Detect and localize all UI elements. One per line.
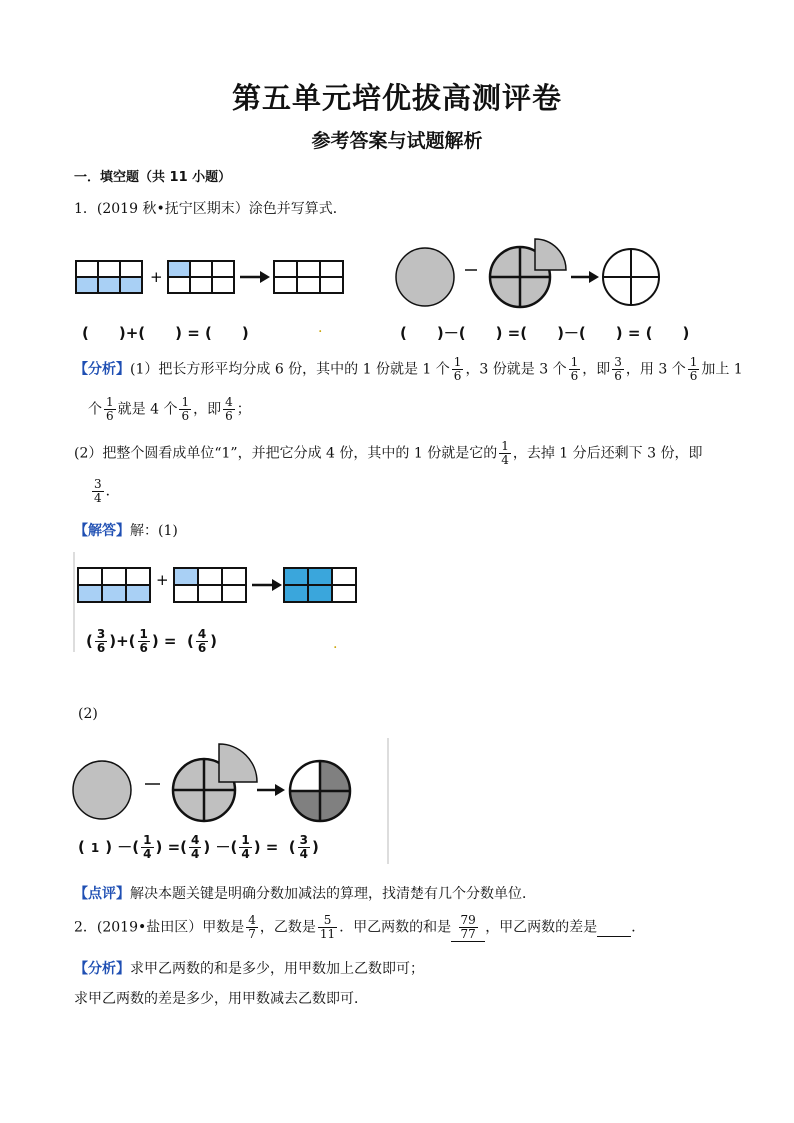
fraction: $\frac{4}{6}$	[225, 395, 233, 423]
sum-answer-blank	[451, 914, 485, 942]
plus-sign: +	[156, 571, 169, 589]
q1-rect-equation: ( )+( ) = ( )	[82, 324, 249, 342]
rect-shaded-four-sixths	[284, 568, 356, 602]
analysis-tag: 【分析】	[74, 961, 130, 977]
arrow-right-icon	[252, 579, 282, 591]
fraction: $\frac{3}{6}$	[96, 627, 106, 655]
answer-rect-equation: ( $\frac{3}{6}$ )+( $\frac{1}{6}$ ) = ( $\frac{4}{6}$ )	[86, 627, 218, 655]
fraction: $\frac{1}{6}$	[139, 627, 148, 655]
q2-analysis-line-1: 【分析】求甲乙两数的和是多少，用甲数加上乙数即可；	[74, 961, 424, 977]
rect-shaded-one-sixth	[174, 568, 246, 602]
fraction: $\frac{3}{6}$	[614, 355, 622, 383]
answer-circle-equation: ( 1 ) －( $\frac{1}{4}$ ) =( $\frac{4}{4}$ ) －( $\frac{1}{4}$ ) = ( $\frac{3}{4}$ )	[78, 833, 319, 861]
stray-dot: .	[318, 320, 323, 336]
whole-gray-circle	[73, 761, 131, 819]
fraction: $\frac{5}{11}$	[319, 913, 336, 941]
answer-part-2: (2)	[78, 706, 98, 722]
answer-rect-figure	[74, 560, 364, 606]
circle-one-quarter-removed	[490, 239, 566, 307]
fraction: $\frac{4}{4}$	[191, 833, 200, 861]
fraction: $\frac{1}{4}$	[501, 439, 509, 467]
rect-blank-result	[274, 261, 343, 293]
q1-stem: 1．(2019 秋•抚宁区期末）涂色并写算式．	[74, 201, 347, 217]
analysis-line-3: (2）把整个圆看成单位“1”，并把它分成 4 份，其中的 1 份就是它的 $\frac{1}{4}$ ，去掉 1 分后还剩下 3 份，即	[74, 439, 703, 467]
circle-three-quarters-shaded	[290, 761, 350, 821]
rect-shaded-three-sixths	[78, 568, 150, 602]
stray-dot: .	[333, 636, 338, 652]
q1-circle-equation: ( )－( ) =( )－( ) = ( )	[400, 324, 690, 342]
fraction: $\frac{1}{4}$	[143, 833, 152, 861]
circle-blank-result	[603, 249, 659, 305]
arrow-right-icon	[257, 784, 285, 796]
analysis-line-1: 【分析】(1）把长方形平均分成 6 份，其中的 1 份就是 1 个 $\frac{1}{6}$ ，3 份就是 3 个 $\frac{1}{6}$ ，即 $\frac{3}{6}$ ，用 3 个 $\frac{1}{6}$ 加上 1	[74, 355, 743, 383]
fraction: $\frac{1}{6}$	[689, 355, 698, 383]
q1-circle-figure	[395, 230, 665, 310]
whole-gray-circle	[396, 248, 454, 306]
comment-tag: 【点评】	[74, 886, 130, 902]
answer-line: 【解答】解：(1)	[74, 523, 178, 539]
analysis-line-2: 个 $\frac{1}{6}$ 就是 4 个 $\frac{1}{6}$ ，即 $\frac{4}{6}$ ；	[88, 395, 251, 423]
page-subtitle: 参考答案与试题解析	[311, 130, 483, 152]
rect-shaded-three-sixths	[76, 261, 142, 293]
fraction: $\frac{4}{6}$	[197, 627, 207, 655]
arrow-right-icon	[240, 271, 270, 283]
q1-rect-figure	[74, 255, 354, 297]
fraction: $\frac{3}{4}$	[94, 477, 102, 505]
fraction: $\frac{1}{6}$	[106, 395, 114, 423]
analysis-line-4: $\frac{3}{4}$ ．	[94, 477, 120, 505]
q2-stem: 2．(2019•盐田区）甲数是 $\frac{4}{7}$ ，乙数是 $\frac{5}{11}$ ．甲乙两数的和是 $\frac{79}{77}$ ，甲乙两数的差是 ．	[74, 913, 646, 941]
fraction: $\frac{1}{6}$	[453, 355, 462, 383]
plus-sign: +	[150, 268, 163, 286]
fraction: $\frac{79}{77}$	[460, 913, 476, 941]
comment-line: 【点评】解决本题关键是明确分数加减法的算理，找清楚有几个分数单位．	[74, 886, 536, 902]
difference-answer-blank	[597, 920, 631, 937]
analysis-tag: 【分析】	[74, 361, 130, 378]
fraction: $\frac{1}{4}$	[241, 833, 250, 861]
circle-one-quarter-removed	[173, 744, 257, 821]
rect-shaded-one-sixth	[168, 261, 234, 293]
arrow-right-icon	[571, 271, 599, 283]
section-heading: 一．填空题（共 11 小题）	[74, 170, 232, 185]
fraction: $\frac{1}{6}$	[181, 395, 190, 423]
fraction: $\frac{1}{6}$	[570, 355, 579, 383]
answer-tag: 【解答】	[74, 523, 130, 539]
fraction: $\frac{3}{4}$	[299, 833, 308, 861]
page-title: 第五单元培优拔高测评卷	[231, 81, 562, 115]
fraction: $\frac{4}{7}$	[248, 913, 256, 941]
q2-analysis-line-2: 求甲乙两数的差是多少，用甲数减去乙数即可．	[74, 991, 368, 1007]
